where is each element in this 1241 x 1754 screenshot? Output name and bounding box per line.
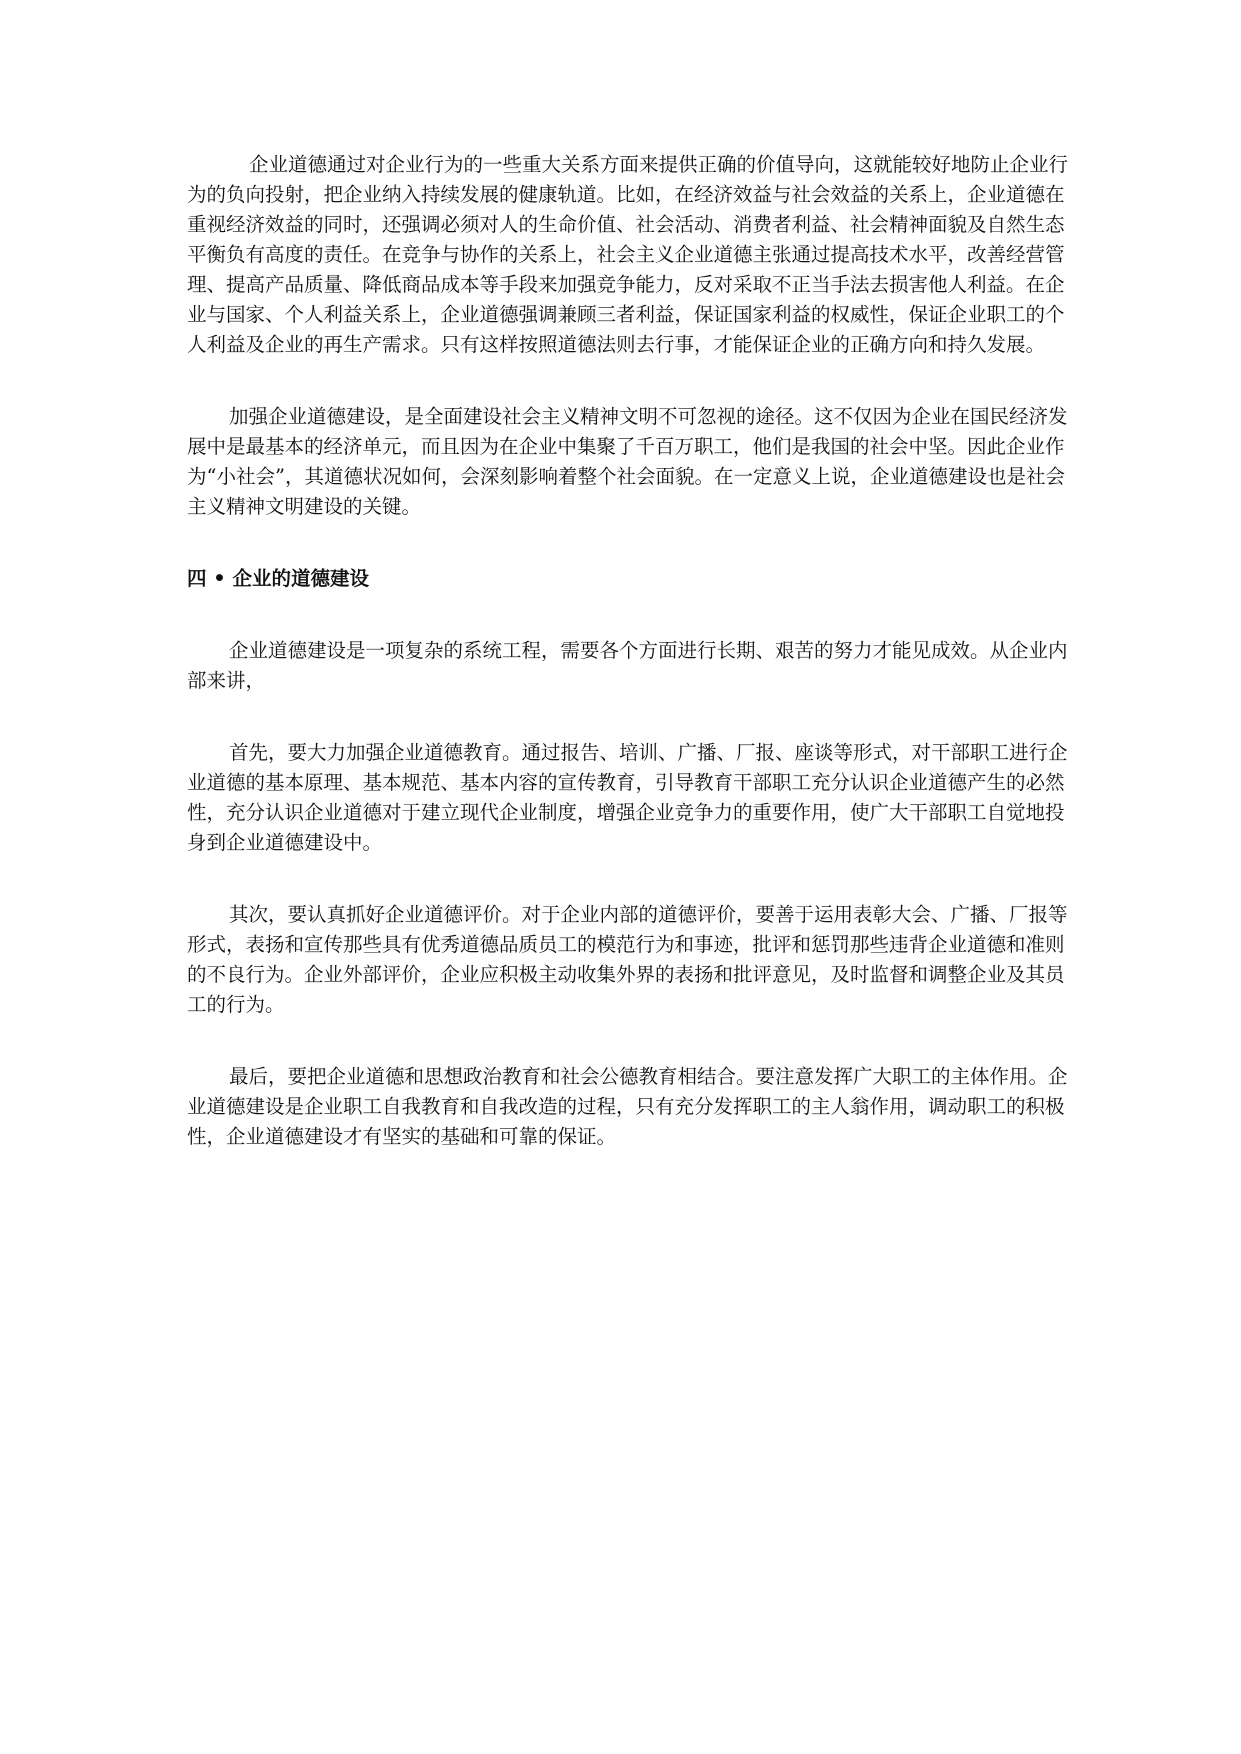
paragraph-first-education: 首先，要大力加强企业道德教育。通过报告、培训、广播、厂报、座谈等形式，对干部职工进行企业道德的基本原理、基本规范、基本内容的宣传教育，引导教育干部职工充分认识企业道德产生的必然性，充分认识企业道德对于建立现代企业制度，增强企业竞争力的重要作用，使广大干部职工自觉地投身到企业道德建设中。 (187, 741, 1068, 854)
paragraph-systematic-project: 企业道德建设是一项复杂的系统工程，需要各个方面进行长期、艰苦的努力才能见成效。从企业内部来讲， (187, 639, 1068, 692)
paragraph-strengthen-ethics-construction: 加强企业道德建设，是全面建设社会主义精神文明不可忽视的途径。这不仅因为企业在国民经济发展中是最基本的经济单元，而且因为在企业中集聚了千百万职工，他们是我国的社会中坚。因此企业作为“小社会”，其道德状况如何，会深刻影响着整个社会面貌。在一定意义上说，企业道德建设也是社会主义精神文明建设的关键。 (187, 405, 1068, 518)
paragraph-finally-integration: 最后，要把企业道德和思想政治教育和社会公德教育相结合。要注意发挥广大职工的主体作用。企业道德建设是企业职工自我教育和自我改造的过程，只有充分发挥职工的主人翁作用，调动职工的积极性，企业道德建设才有坚实的基础和可靠的保证。 (187, 1065, 1068, 1148)
paragraph-second-evaluation: 其次，要认真抓好企业道德评价。对于企业内部的道德评价，要善于运用表彰大会、广播、厂报等形式，表扬和宣传那些具有优秀道德品质员工的模范行为和事迹，批评和惩罚那些违背企业道德和准则的不良行为。企业外部评价，企业应积极主动收集外界的表扬和批评意见，及时监督和调整企业及其员工的行为。 (187, 903, 1068, 1016)
document-page (187, 150, 1077, 1152)
section-heading: 四 • 企业的道德建设 (187, 567, 370, 590)
paragraph-enterprise-ethics-guidance: 企业道德通过对企业行为的一些重大关系方面来提供正确的价值导向，这就能较好地防止企业行为的负向投射，把企业纳入持续发展的健康轨道。比如，在经济效益与社会效益的关系上，企业道德在重视经济效益的同时，还强调必须对人的生命价值、社会活动、消费者利益、社会精神面貌及自然生态平衡负有高度的责任。在竞争与协作的关系上，社会主义企业道德主张通过提高技术水平，改善经营管理、提高产品质量、降低商品成本等手段来加强竞争能力，反对采取不正当手法去损害他人利益。在企业与国家、个人利益关系上，企业道德强调兼顾三者利益，保证国家利益的权威性，保证企业职工的个人利益及企业的再生产需求。只有这样按照道德法则去行事，才能保证企业的正确方向和持久发展。 (187, 153, 1069, 356)
